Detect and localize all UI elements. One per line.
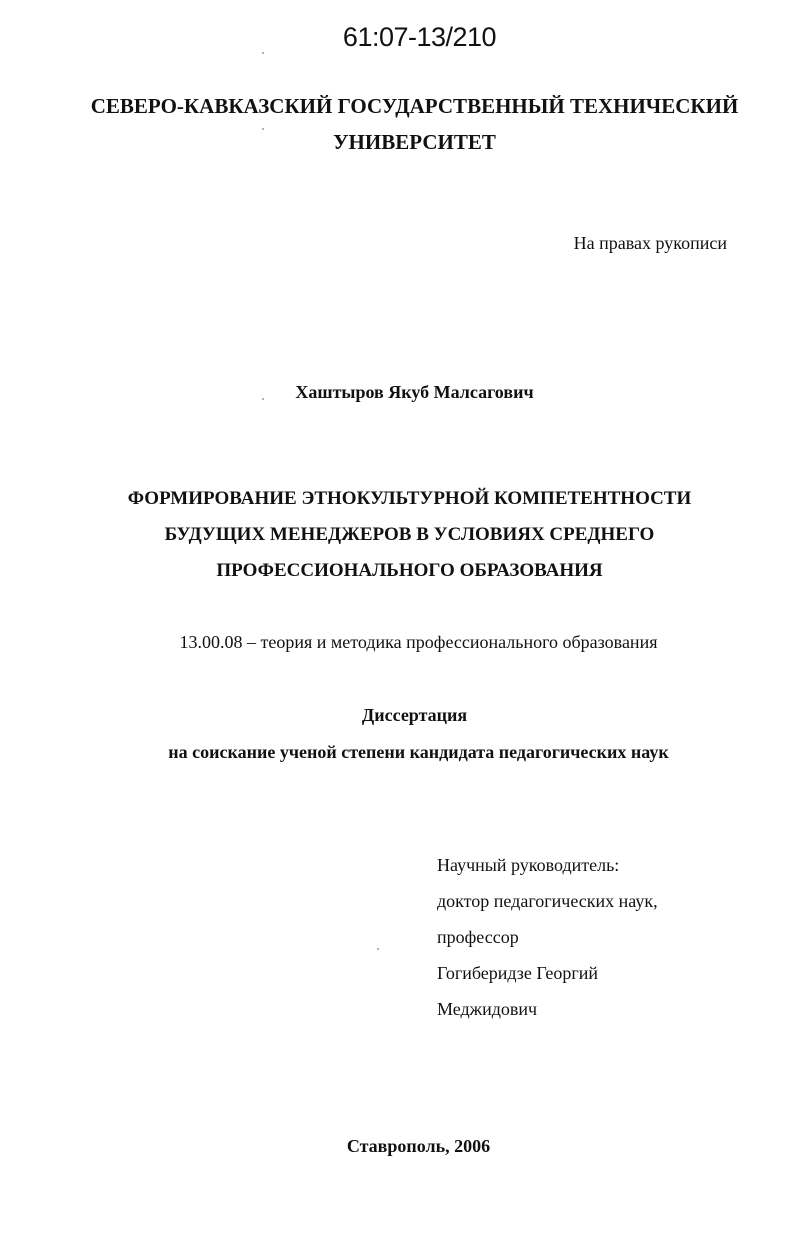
dissertation-title-line-3: ПРОФЕССИОНАЛЬНОГО ОБРАЗОВАНИЯ [216,560,603,581]
supervisor-block [437,847,658,1027]
scan-speck [262,398,264,400]
scan-speck [262,52,264,54]
specialty-code: 13.00.08 – теория и методика профессионального образования [179,632,658,652]
work-type: Диссертация [361,705,468,725]
scan-speck [262,128,264,130]
degree-statement: на соискание ученой степени кандидата педагогических наук [168,742,669,762]
rights-note: На правах рукописи [573,233,727,253]
university-name [0,88,799,160]
supervisor-line-4: Гогиберидзе Георгий [437,963,599,983]
author-name: Хаштыров Якуб Малсагович [295,382,534,402]
university-name-line-1: СЕВЕРО-КАВКАЗСКИЙ ГОСУДАРСТВЕННЫЙ ТЕХНИЧЕСКИЙ [90,94,739,118]
supervisor-line-2: доктор педагогических наук, [437,891,658,911]
supervisor-line-5: Меджидович [437,999,538,1019]
university-name-line-2: УНИВЕРСИТЕТ [333,130,496,154]
supervisor-line-1: Научный руководитель: [437,855,620,875]
scan-speck [377,948,379,950]
catalog-number: 61:07-13/210 [342,22,497,52]
dissertation-title-line-2: БУДУЩИХ МЕНЕДЖЕРОВ В УСЛОВИЯХ СРЕДНЕГО [164,524,655,545]
supervisor-line-3: профессор [437,927,519,947]
city-and-year: Ставрополь, 2006 [346,1136,491,1156]
dissertation-title-line-1: ФОРМИРОВАНИЕ ЭТНОКУЛЬТУРНОЙ КОМПЕТЕНТНОСТИ [127,488,692,509]
dissertation-title [0,481,799,589]
